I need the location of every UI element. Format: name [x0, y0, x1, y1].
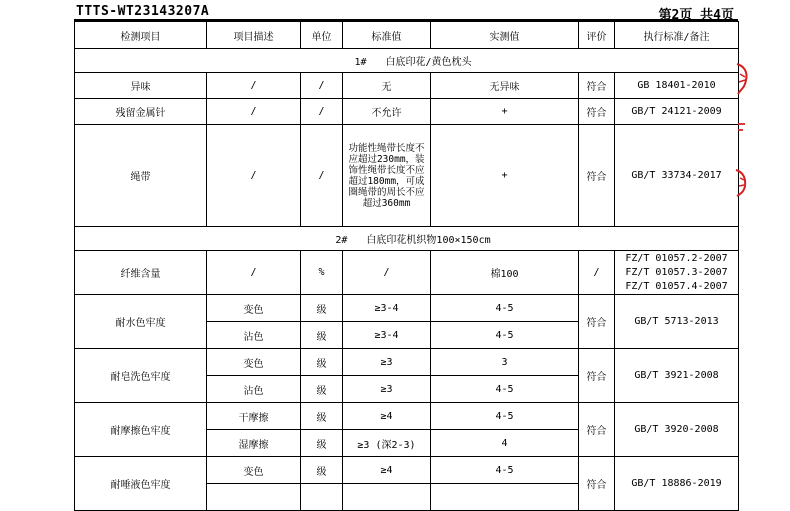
section-2-label — [75, 227, 739, 251]
saliva-sub-standard-empty — [343, 484, 431, 511]
saliva-sub-standard: ≥4 — [343, 457, 431, 484]
rub-sub-standard: ≥4 — [343, 403, 431, 430]
fiber-exec-line: FZ/T 01057.4-2007 — [625, 280, 728, 292]
metal-unit: / — [301, 99, 343, 125]
page-indicator: 第2页 共4页 — [658, 8, 734, 23]
table-row — [75, 457, 739, 484]
saliva-rating: 符合 — [579, 457, 615, 511]
strap-measured: + — [431, 125, 579, 227]
fiber-desc: / — [207, 251, 301, 295]
soap-sub-unit: 级 — [301, 376, 343, 403]
water-sub-desc: 沾色 — [207, 322, 301, 349]
saliva-sub-unit: 级 — [301, 457, 343, 484]
rub-sub-standard: ≥3 (深2-3) — [343, 430, 431, 457]
soap-item: 耐皂洗色牢度 — [75, 349, 207, 403]
metal-measured: + — [431, 99, 579, 125]
header-standard: 标准值 — [343, 22, 431, 49]
rub-sub-unit: 级 — [301, 403, 343, 430]
rub-sub-desc: 湿摩擦 — [207, 430, 301, 457]
seal-stamp-fragment — [734, 60, 750, 200]
strap-unit: / — [301, 125, 343, 227]
saliva-sub-measured-empty — [431, 484, 579, 511]
table-row — [75, 125, 739, 227]
metal-exec: GB/T 24121-2009 — [615, 99, 739, 125]
water-item: 耐水色牢度 — [75, 295, 207, 349]
saliva-sub-desc-empty — [207, 484, 301, 511]
header-execution: 执行标准/备注 — [615, 22, 739, 49]
rub-item: 耐摩擦色牢度 — [75, 403, 207, 457]
strap-exec: GB/T 33734-2017 — [615, 125, 739, 227]
fiber-item: 纤维含量 — [75, 251, 207, 295]
soap-exec: GB/T 3921-2008 — [615, 349, 739, 403]
rub-sub-measured: 4 — [431, 430, 579, 457]
metal-rating: 符合 — [579, 99, 615, 125]
water-sub-unit: 级 — [301, 295, 343, 322]
fiber-exec — [615, 251, 739, 295]
table-row — [75, 99, 739, 125]
soap-rating: 符合 — [579, 349, 615, 403]
saliva-item: 耐唾液色牢度 — [75, 457, 207, 511]
section-2-number: 2# — [335, 235, 348, 246]
strap-standard: 功能性绳带长度不应超过230mm，装饰性绳带长度不应超过180mm，可成圈绳带的周长不应超过360mm — [343, 125, 431, 227]
section-1-label — [75, 49, 739, 73]
water-sub-measured: 4-5 — [431, 322, 579, 349]
soap-sub-standard: ≥3 — [343, 349, 431, 376]
water-sub-standard: ≥3-4 — [343, 322, 431, 349]
table-row — [75, 295, 739, 322]
soap-sub-unit: 级 — [301, 349, 343, 376]
rub-sub-unit: 级 — [301, 430, 343, 457]
metal-desc: / — [207, 99, 301, 125]
rub-rating: 符合 — [579, 403, 615, 457]
header-rating: 评价 — [579, 22, 615, 49]
soap-sub-desc: 沾色 — [207, 376, 301, 403]
section-1-name: 白底印花/黄色枕头 — [385, 57, 472, 68]
fiber-exec-line: FZ/T 01057.2-2007 — [625, 252, 728, 264]
strap-item: 绳带 — [75, 125, 207, 227]
fiber-rating: / — [579, 251, 615, 295]
soap-sub-standard: ≥3 — [343, 376, 431, 403]
header-unit: 单位 — [301, 22, 343, 49]
rub-exec: GB/T 3920-2008 — [615, 403, 739, 457]
section-2-name: 白底印花机织物100×150cm — [366, 235, 491, 246]
soap-sub-measured: 3 — [431, 349, 579, 376]
strap-desc: / — [207, 125, 301, 227]
saliva-exec: GB/T 18886-2019 — [615, 457, 739, 511]
strap-rating: 符合 — [579, 125, 615, 227]
saliva-sub-desc: 变色 — [207, 457, 301, 484]
soap-sub-desc: 变色 — [207, 349, 301, 376]
test-results-table — [74, 21, 739, 511]
water-exec: GB/T 5713-2013 — [615, 295, 739, 349]
fiber-standard: / — [343, 251, 431, 295]
odor-exec: GB 18401-2010 — [615, 73, 739, 99]
odor-measured: 无异味 — [431, 73, 579, 99]
header-item: 检测项目 — [75, 22, 207, 49]
odor-unit: / — [301, 73, 343, 99]
section-row-2 — [75, 227, 739, 251]
header-measured: 实测值 — [431, 22, 579, 49]
report-number: TTTS-WT23143207A — [76, 4, 210, 19]
odor-standard: 无 — [343, 73, 431, 99]
water-rating: 符合 — [579, 295, 615, 349]
fiber-exec-line: FZ/T 01057.3-2007 — [625, 266, 728, 278]
table-row — [75, 349, 739, 376]
odor-item: 异味 — [75, 73, 207, 99]
rub-sub-desc: 干摩擦 — [207, 403, 301, 430]
soap-sub-measured: 4-5 — [431, 376, 579, 403]
rub-sub-measured: 4-5 — [431, 403, 579, 430]
fiber-unit: % — [301, 251, 343, 295]
metal-item: 残留金属针 — [75, 99, 207, 125]
odor-rating: 符合 — [579, 73, 615, 99]
saliva-sub-measured: 4-5 — [431, 457, 579, 484]
section-1-number: 1# — [354, 57, 367, 68]
table-header-row — [75, 22, 739, 49]
water-sub-desc: 变色 — [207, 295, 301, 322]
water-sub-standard: ≥3-4 — [343, 295, 431, 322]
header-desc: 项目描述 — [207, 22, 301, 49]
table-row — [75, 403, 739, 430]
water-sub-unit: 级 — [301, 322, 343, 349]
saliva-sub-unit-empty — [301, 484, 343, 511]
section-row-1 — [75, 49, 739, 73]
table-row — [75, 251, 739, 295]
metal-standard: 不允许 — [343, 99, 431, 125]
odor-desc: / — [207, 73, 301, 99]
table-row — [75, 73, 739, 99]
water-sub-measured: 4-5 — [431, 295, 579, 322]
fiber-measured: 棉100 — [431, 251, 579, 295]
